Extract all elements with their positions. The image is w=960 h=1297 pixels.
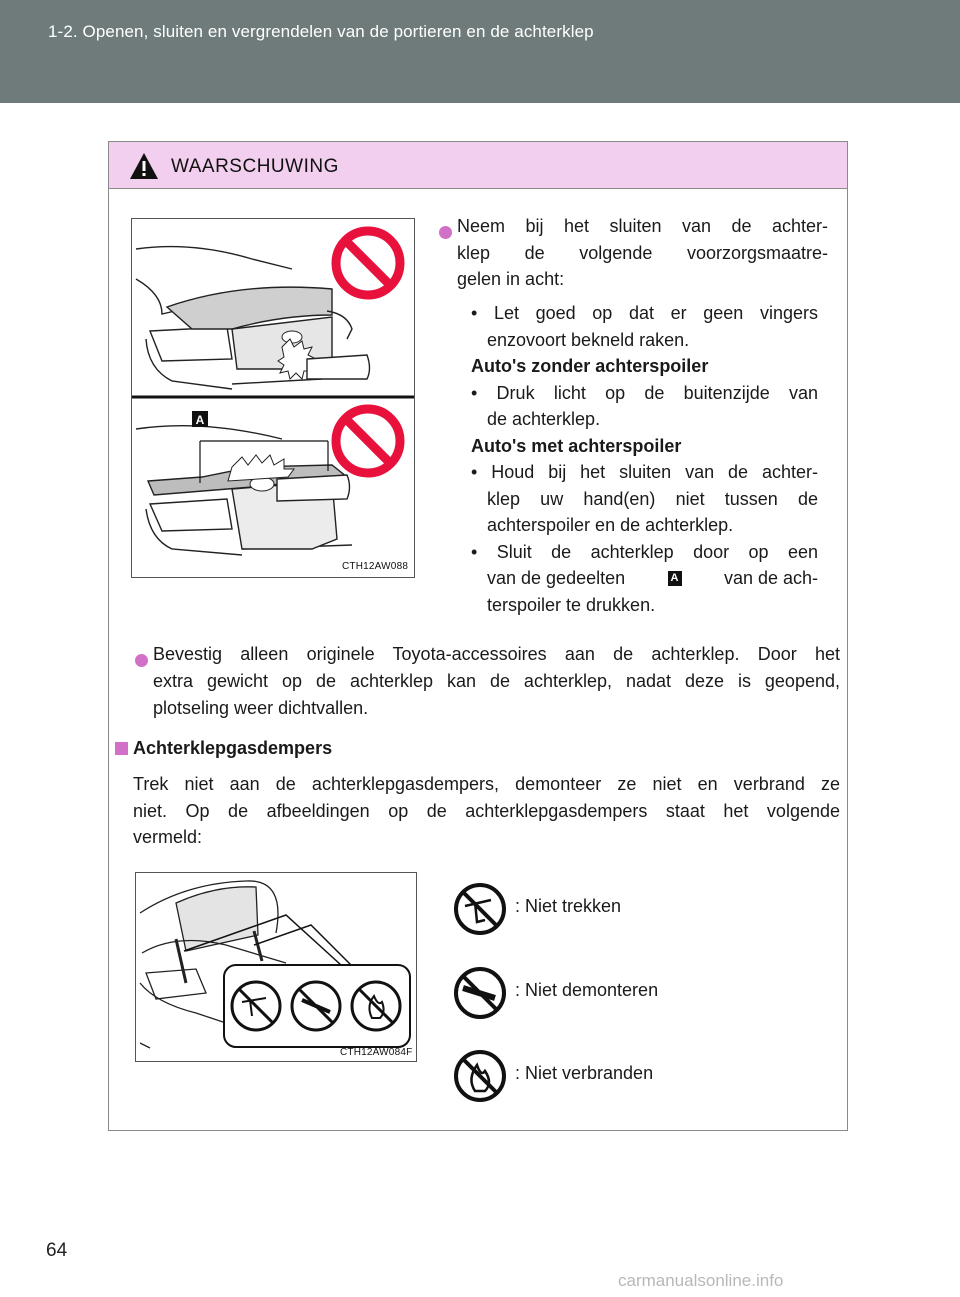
- bullet-marker: [439, 226, 452, 239]
- bullet2-line2: extra gewicht op de achterklep kan de achterklep, nadat deze is geopend,: [153, 671, 840, 691]
- sub4-line3: terspoiler te drukken.: [487, 594, 656, 615]
- tailgate-figure: [131, 218, 415, 578]
- symbol-row-no-disassemble: [453, 966, 753, 1020]
- page-header: [0, 0, 960, 103]
- sub3-line3: achterspoiler en de achterklep.: [487, 515, 734, 535]
- figure-code: CTH12AW084F: [340, 1047, 413, 1058]
- sub4-line2-post: van de ach-: [723, 568, 818, 588]
- sub4-line2: [487, 565, 818, 592]
- bullet2-line1: Bevestig alleen originele Toyota-accessoires aan de achterklep. Door het: [153, 644, 840, 664]
- symbol-label: : Niet demonteren: [515, 980, 659, 1000]
- sub2-line2: de achterklep.: [487, 409, 601, 429]
- sub3-line1: • Houd bij het sluiten van de achter-: [471, 462, 818, 482]
- sub2-line1: • Druk licht op de buitenzijde van: [471, 382, 818, 403]
- bullet-marker: [135, 654, 148, 667]
- part-a-marker: A: [668, 571, 682, 586]
- figure-callout-a: A: [195, 413, 205, 427]
- section-line1: Trek niet aan de achterklepgasdempers, demonteer ze niet en verbrand ze: [133, 774, 840, 794]
- warning-box: [108, 141, 848, 1131]
- gas-damper-illustration: [136, 873, 416, 1061]
- no-pull-icon: [453, 882, 507, 936]
- sub1-line1: • Let goed op dat er geen vingers: [471, 303, 818, 323]
- section-marker: [115, 742, 128, 755]
- chapter-title: 1-2. Openen, sluiten en vergrendelen van de portieren en de achterklep: [48, 22, 594, 41]
- sub3-line2: klep uw hand(en) niet tussen de: [487, 488, 818, 509]
- bullet2-line3: plotseling weer dichtvallen.: [153, 698, 369, 718]
- section-title: Achterklepgasdempers: [133, 738, 333, 758]
- heading-no-spoiler: Auto's zonder achterspoiler: [471, 356, 709, 376]
- symbol-label: : Niet trekken: [515, 896, 622, 916]
- symbol-row-no-burn: [453, 1049, 753, 1103]
- section-line3: vermeld:: [133, 827, 203, 847]
- bullet1-line2: klep de volgende voorzorgsmaatre-: [457, 242, 828, 263]
- bullet1-line1: Neem bij het sluiten van de achter-: [457, 216, 828, 236]
- symbol-row-no-pull: [453, 882, 753, 936]
- no-disassemble-icon: [453, 966, 507, 1020]
- warning-header: [109, 142, 847, 189]
- sub1-line2: enzovoort bekneld raken.: [487, 329, 690, 350]
- page-number: 64: [46, 1240, 68, 1261]
- heading-spoiler: Auto's met achterspoiler: [471, 435, 682, 456]
- bullet1-line3: gelen in acht:: [457, 269, 565, 289]
- section-line2: niet. Op de afbeeldingen op de achterklepgasdempers staat het volgende: [133, 800, 840, 821]
- sub4-line2-pre: van de gedeelten: [487, 568, 626, 588]
- warning-title: WAARSCHUWING: [171, 156, 339, 177]
- no-burn-icon: [453, 1049, 507, 1103]
- gas-damper-figure: [135, 872, 417, 1062]
- warning-triangle-icon: [129, 152, 159, 180]
- figure-code: CTH12AW088: [342, 561, 409, 572]
- tailgate-illustration: [132, 219, 414, 577]
- symbol-label: : Niet verbranden: [515, 1063, 654, 1083]
- watermark: carmanualsonline.info: [618, 1271, 784, 1290]
- sub4-line1: • Sluit de achterklep door op een: [471, 541, 818, 562]
